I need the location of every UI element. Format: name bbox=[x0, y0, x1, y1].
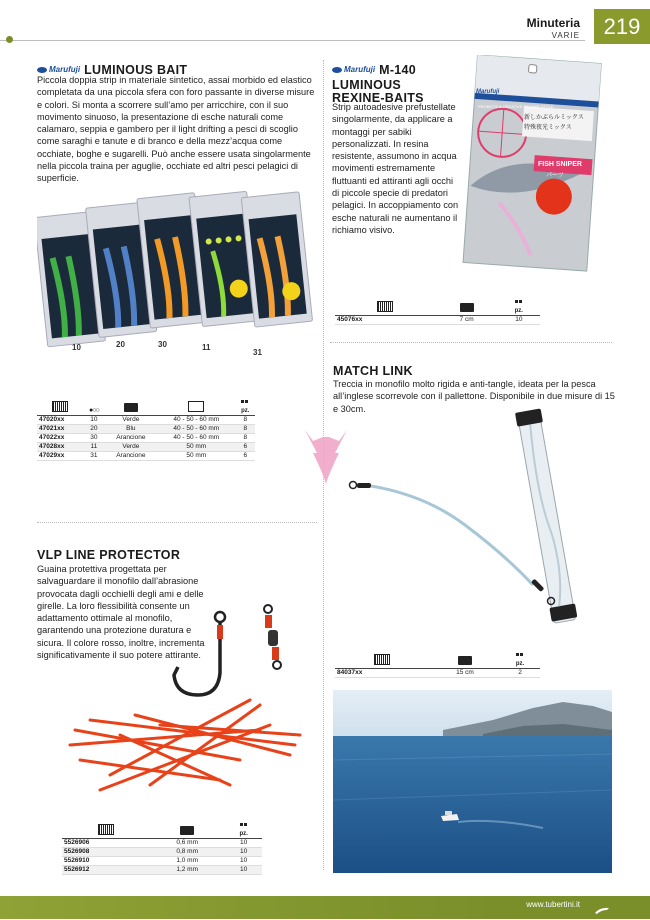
pieces-icon: pz. bbox=[225, 820, 262, 839]
m140-description: Strip autoadesive prefustellate singolarmente, da applicare a montaggi per sabiki personalizzati. In resina resistente, assumono in acqua movimenti estremamente fluttuanti ed attiranti agli occhi di piccole specie di predatori pelagici. In accoppiamento con esche naturali ne aumentano il richiamo visivo. bbox=[332, 102, 459, 235]
page-number: 219 bbox=[594, 9, 650, 44]
pieces-icon: pz. bbox=[236, 397, 255, 416]
variant-label: 20 bbox=[116, 340, 125, 349]
fish-icon bbox=[332, 67, 342, 73]
m140-title: M-140 bbox=[379, 63, 417, 77]
barcode-icon bbox=[335, 297, 436, 316]
m140-table bbox=[335, 297, 540, 325]
table-row: 5526906 0,6 mm 10 bbox=[62, 839, 262, 848]
m140-title-line2: LUMINOUS bbox=[332, 78, 402, 92]
vlp-description: Guaina protettiva progettata per salvaguardare il monofilo dall’abrasione provocata dagli occhielli degli ami e delle girelle. La loro flessibilità consente un adattamento ottimale al monofilo, garantendo una protezione duratura e sicura. Il colore rosso, inoltre, incrementa significativamente il suo potere attirante. bbox=[37, 564, 205, 661]
variant-label: 31 bbox=[253, 348, 262, 357]
barcode-icon bbox=[335, 650, 430, 669]
sea-boat-photo bbox=[333, 690, 612, 873]
table-row: 45076xx 7 cm 10 bbox=[335, 316, 540, 325]
variant-label: 10 bbox=[72, 343, 81, 352]
fox-logo-icon bbox=[305, 430, 347, 485]
ball-icon: ●○○ bbox=[83, 397, 105, 416]
match-link-table bbox=[335, 650, 540, 678]
table-row: 5526910 1,0 mm 10 bbox=[62, 857, 262, 866]
length-icon bbox=[157, 397, 236, 416]
table-row: 47022xx 30 Arancione 40 - 50 - 60 mm 8 bbox=[37, 434, 255, 443]
header-subcategory: VARIE bbox=[551, 31, 580, 40]
table-row: 47029xx 31 Arancione 50 mm 6 bbox=[37, 452, 255, 461]
luminous-bait-description: Piccola doppia strip in materiale sintetico, assai morbido ed elastico completata da una piccola sfera con foro passante in diverse misure e colori. Si monta a scorrere sull’amo per arricchire, con il suo movimento sinuoso, la presentazione di esche naturali come calamaro, seppia e gambero per il light drifting a pesci di scoglio come saraghi e tanute e di branco e della mezz’acqua come occhiate, boghe e sugarelli. Può anche essere usata singolarmente nella piccola traina per aguglie, occhiate ed altri pesci pelagici di superficie. bbox=[37, 75, 315, 184]
header-category: Minuteria bbox=[526, 16, 580, 30]
fish-icon bbox=[37, 67, 47, 73]
marufuji-logo: Marufuji bbox=[37, 65, 80, 74]
barcode-icon bbox=[37, 397, 83, 416]
match-link-title: MATCH LINK bbox=[333, 364, 413, 378]
match-link-photo bbox=[295, 405, 625, 635]
variant-label: 11 bbox=[202, 343, 211, 352]
vlp-photo bbox=[60, 595, 320, 800]
footer-url[interactable]: www.tubertini.it bbox=[526, 900, 580, 909]
header-dot bbox=[6, 36, 13, 43]
table-row: 5526912 1,2 mm 10 bbox=[62, 866, 262, 875]
footer-gradient bbox=[0, 896, 500, 919]
pieces-icon: pz. bbox=[500, 650, 540, 669]
section-divider bbox=[37, 522, 317, 523]
table-row: 5526908 0,8 mm 10 bbox=[62, 848, 262, 857]
header-rule bbox=[0, 40, 585, 41]
diameter-icon bbox=[149, 820, 225, 839]
color-icon bbox=[105, 397, 157, 416]
package-brand: Marufuji bbox=[476, 89, 500, 95]
barcode-icon bbox=[62, 820, 149, 839]
luminous-bait-photo bbox=[37, 185, 317, 360]
table-row: 47020xx 10 Verde 40 - 50 - 60 mm 8 bbox=[37, 416, 255, 425]
marufuji-logo: Marufuji bbox=[332, 65, 375, 74]
luminous-bait-table bbox=[37, 397, 255, 461]
package-band-text: PROMOTE A CREATIVE FISHING STYLE bbox=[478, 104, 554, 109]
match-link-description: Treccia in monofilo molto rigida e anti-tangle, ideata per la pesca all’inglese scorrevole con il pallettone. Disponibile in due misure di 15 e 30cm. bbox=[333, 379, 615, 414]
m140-heading bbox=[332, 61, 457, 105]
pieces-icon: pz. bbox=[498, 297, 540, 316]
package-fish-sniper: FISH SNIPER bbox=[538, 161, 582, 168]
table-row: 47028xx 11 Verde 50 mm 6 bbox=[37, 443, 255, 452]
table-row: 47021xx 20 Blu 40 - 50 - 60 mm 8 bbox=[37, 425, 255, 434]
table-row: 84037xx 15 cm 2 bbox=[335, 669, 540, 678]
vlp-table bbox=[62, 820, 262, 875]
m140-title-line3: REXINE-BAITS bbox=[332, 91, 424, 105]
package-jp-1: 新しかぶらルミックス bbox=[524, 114, 584, 121]
package-jp-2: 特殊夜光ミックス bbox=[524, 124, 572, 131]
length-icon bbox=[436, 297, 498, 316]
length-icon bbox=[430, 650, 500, 669]
m140-package-photo bbox=[462, 55, 602, 273]
package-parts: パーツ bbox=[546, 172, 564, 179]
tubertini-logo-icon bbox=[594, 902, 610, 911]
luminous-bait-title: LUMINOUS BAIT bbox=[84, 63, 188, 77]
section-divider bbox=[330, 342, 612, 343]
vlp-title: VLP LINE PROTECTOR bbox=[37, 548, 181, 562]
variant-label: 30 bbox=[158, 340, 167, 349]
